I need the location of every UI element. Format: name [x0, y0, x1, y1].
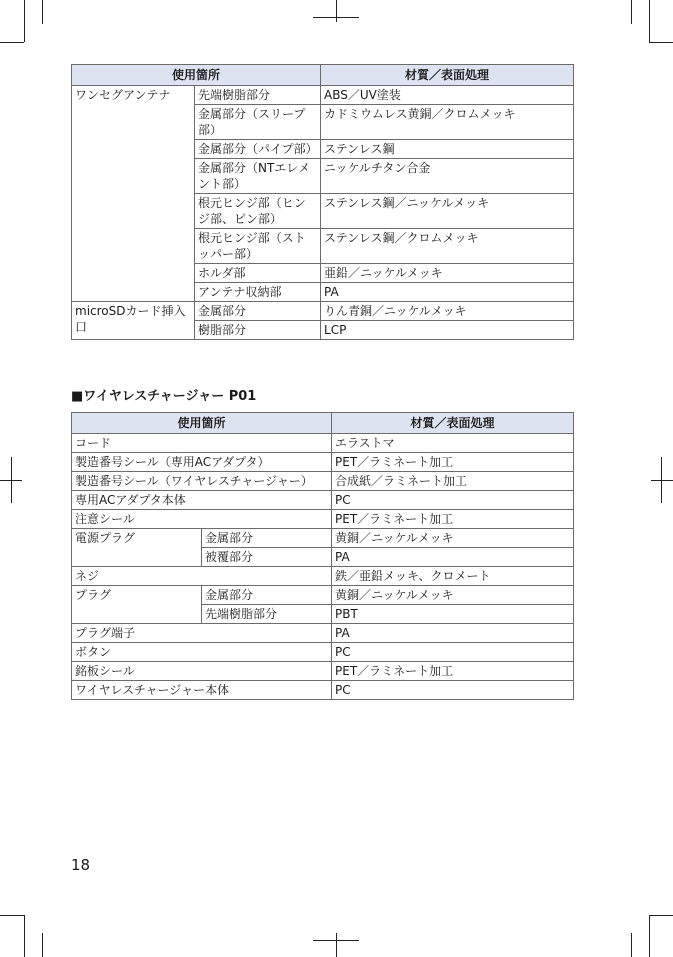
- material-cell: PET／ラミネート加工: [332, 453, 574, 472]
- header-location: 使用箇所: [72, 65, 321, 86]
- part-cell: 先端樹脂部分: [202, 605, 332, 624]
- part-cell: 金属部分: [202, 586, 332, 605]
- part-cell: 被覆部分: [202, 548, 332, 567]
- part-cell: 先端樹脂部分: [195, 86, 321, 105]
- location-cell: 銘板シール: [72, 662, 332, 681]
- part-cell: 金属部分（パイプ部）: [195, 140, 321, 159]
- crop-mark: [631, 933, 632, 957]
- material-cell: 合成紙／ラミネート加工: [332, 472, 574, 491]
- part-cell: ホルダ部: [195, 264, 321, 283]
- location-cell: 電源プラグ: [72, 529, 202, 567]
- crop-mark: [651, 480, 673, 481]
- material-cell: エラストマ: [332, 434, 574, 453]
- material-cell: ステンレス鋼: [321, 140, 574, 159]
- part-cell: 根元ヒンジ部（ヒンジ部、ピン部）: [195, 194, 321, 229]
- material-cell: 鉄／亜鉛メッキ、クロメート: [332, 567, 574, 586]
- table-row: [72, 529, 574, 548]
- material-cell: PA: [321, 283, 574, 302]
- part-cell: 金属部分（NTエレメント部）: [195, 159, 321, 194]
- location-cell: プラグ端子: [72, 624, 332, 643]
- crop-mark: [42, 933, 43, 957]
- header-material: 材質／表面処理: [332, 413, 574, 434]
- location-cell: 製造番号シール（専用ACアダプタ）: [72, 453, 332, 472]
- crop-mark: [0, 915, 24, 916]
- crop-mark: [649, 0, 650, 42]
- material-cell: LCP: [321, 321, 574, 340]
- crop-mark: [42, 0, 43, 24]
- materials-table-2: [71, 412, 574, 700]
- crop-mark: [336, 0, 337, 22]
- material-cell: PC: [332, 491, 574, 510]
- material-cell: PA: [332, 624, 574, 643]
- crop-mark: [631, 0, 632, 24]
- location-cell: 注意シール: [72, 510, 332, 529]
- material-cell: PET／ラミネート加工: [332, 510, 574, 529]
- material-cell: ステンレス鋼／ニッケルメッキ: [321, 194, 574, 229]
- material-cell: PA: [332, 548, 574, 567]
- location-cell: microSDカード挿入口: [72, 302, 195, 340]
- table-row: [72, 472, 574, 491]
- table-row: [72, 586, 574, 605]
- part-cell: 根元ヒンジ部（ストッパー部）: [195, 229, 321, 264]
- crop-mark: [24, 0, 25, 42]
- location-cell: ワンセグアンテナ: [72, 86, 195, 302]
- section-heading: ■ワイヤレスチャージャー P01: [71, 389, 257, 404]
- table-row: [72, 491, 574, 510]
- material-cell: カドミウムレス黄銅／クロムメッキ: [321, 105, 574, 140]
- crop-mark: [336, 933, 337, 957]
- material-cell: 亜鉛／ニッケルメッキ: [321, 264, 574, 283]
- material-cell: PC: [332, 681, 574, 700]
- materials-table-1: [71, 64, 574, 340]
- crop-mark: [24, 915, 25, 957]
- table-row: [72, 662, 574, 681]
- location-cell: プラグ: [72, 586, 202, 624]
- material-cell: ステンレス鋼／クロムメッキ: [321, 229, 574, 264]
- header-location: 使用箇所: [72, 413, 332, 434]
- material-cell: りん青銅／ニッケルメッキ: [321, 302, 574, 321]
- location-cell: 製造番号シール（ワイヤレスチャージャー）: [72, 472, 332, 491]
- material-cell: ニッケルチタン合金: [321, 159, 574, 194]
- location-cell: 専用ACアダプタ本体: [72, 491, 332, 510]
- part-cell: アンテナ収納部: [195, 283, 321, 302]
- material-cell: ABS／UV塗装: [321, 86, 574, 105]
- table-row: [72, 681, 574, 700]
- part-cell: 樹脂部分: [195, 321, 321, 340]
- location-cell: ネジ: [72, 567, 332, 586]
- material-cell: PC: [332, 643, 574, 662]
- table-row: [72, 643, 574, 662]
- material-cell: 黄銅／ニッケルメッキ: [332, 529, 574, 548]
- table-row: [72, 434, 574, 453]
- location-cell: ワイヤレスチャージャー本体: [72, 681, 332, 700]
- material-cell: PBT: [332, 605, 574, 624]
- page-number: 18: [71, 856, 91, 874]
- table-row: [72, 624, 574, 643]
- crop-mark: [661, 457, 662, 503]
- header-material: 材質／表面処理: [321, 65, 574, 86]
- part-cell: 金属部分: [202, 529, 332, 548]
- crop-mark: [649, 915, 673, 916]
- part-cell: 金属部分: [195, 302, 321, 321]
- crop-mark: [11, 457, 12, 503]
- location-cell: ボタン: [72, 643, 332, 662]
- table-row: [72, 510, 574, 529]
- crop-mark: [0, 42, 24, 43]
- material-cell: 黄銅／ニッケルメッキ: [332, 586, 574, 605]
- crop-mark: [649, 42, 673, 43]
- table-header-row: [72, 65, 574, 86]
- location-cell: コード: [72, 434, 332, 453]
- table-row: [72, 567, 574, 586]
- table-row: [72, 302, 574, 321]
- table-header-row: [72, 413, 574, 434]
- table-row: [72, 453, 574, 472]
- crop-mark: [649, 915, 650, 957]
- table-row: [72, 86, 574, 105]
- material-cell: PET／ラミネート加工: [332, 662, 574, 681]
- part-cell: 金属部分（スリープ部）: [195, 105, 321, 140]
